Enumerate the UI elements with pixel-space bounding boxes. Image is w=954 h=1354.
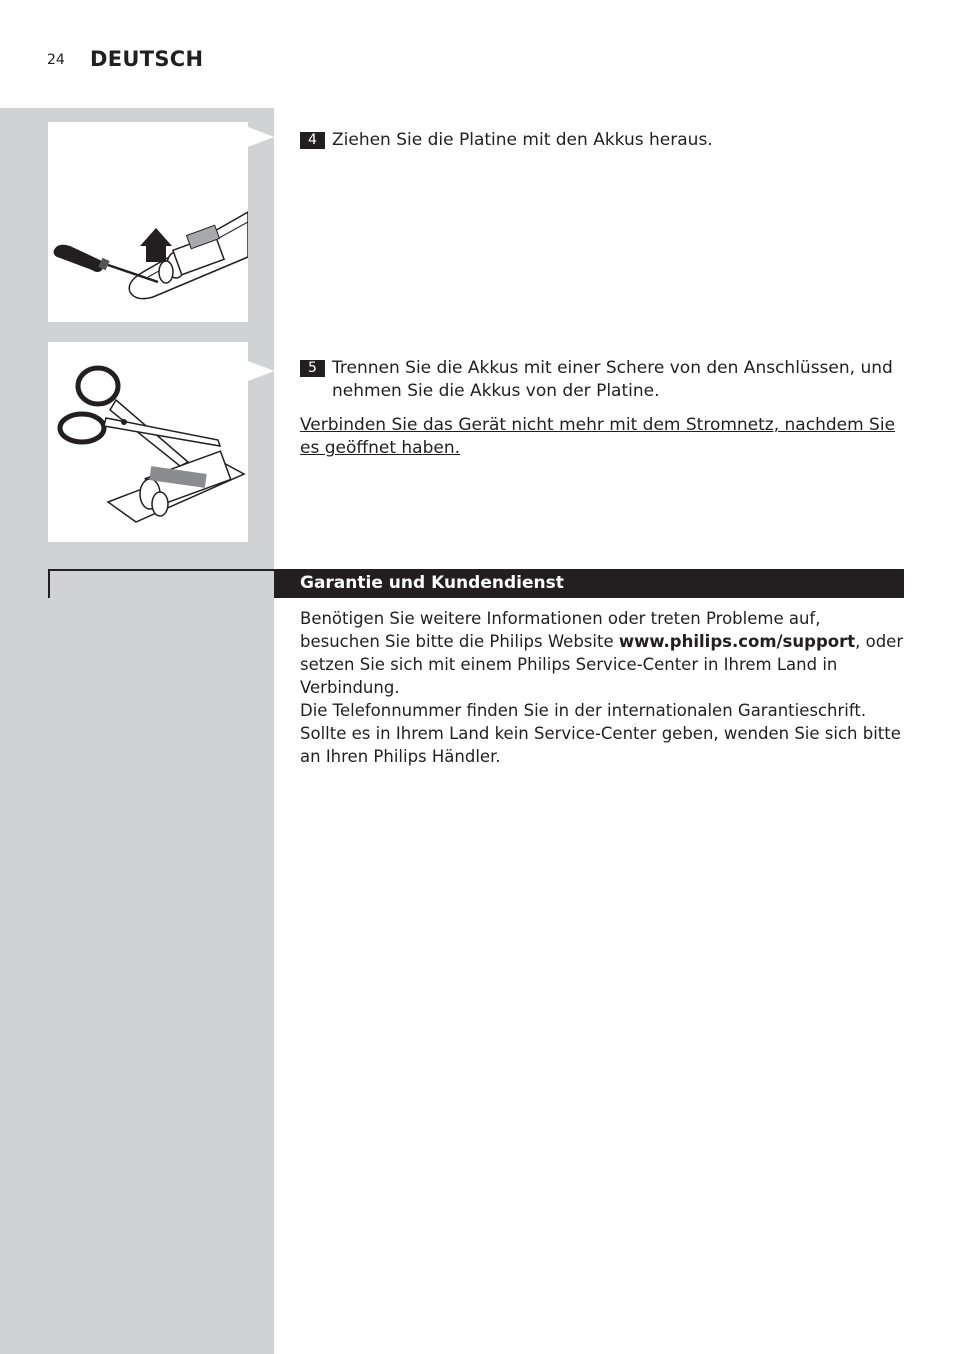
paragraph-text: , oder setzen Sie sich mit einem Philips Service-Center in Ihrem Land in Verbindung.	[300, 632, 904, 697]
paragraph-phone: Die Telefonnummer finden Sie in der internationalen Garantieschrift. Sollte es in Ihrem Land kein Service-Center geben, wenden Sie sich bitte an Ihren Philips Händler.	[300, 701, 901, 766]
section-header-sidebar-fill	[50, 571, 274, 598]
support-link[interactable]: www.philips.com/support	[618, 632, 856, 651]
step-number: 4	[300, 132, 325, 149]
warning-note: Verbinden Sie das Gerät nicht mehr mit dem Stromnetz, nachdem Sie es geöffnet haben.	[300, 415, 896, 458]
step-5	[300, 357, 904, 403]
paragraph-support	[300, 607, 904, 699]
illustration-screwdriver	[48, 122, 248, 322]
illustration-scissors	[48, 342, 248, 542]
step-text: Trennen Sie die Akkus mit einer Schere von den Anschlüssen, und nehmen Sie die Akkus von der Platine.	[332, 358, 893, 401]
paragraph-text: Benötigen Sie weitere Informationen oder treten Probleme auf, besuchen Sie bitte die Philips Website	[300, 609, 821, 651]
step-text: Ziehen Sie die Platine mit den Akkus heraus.	[332, 130, 713, 150]
step-4	[300, 129, 904, 152]
page-number: 24	[47, 52, 65, 68]
step-number: 5	[300, 360, 325, 377]
figure-pointer	[248, 361, 274, 381]
section-title: Garantie und Kundendienst	[300, 573, 564, 593]
section-body	[300, 607, 904, 768]
figure-pointer	[248, 127, 274, 147]
language-heading: DEUTSCH	[90, 47, 204, 71]
